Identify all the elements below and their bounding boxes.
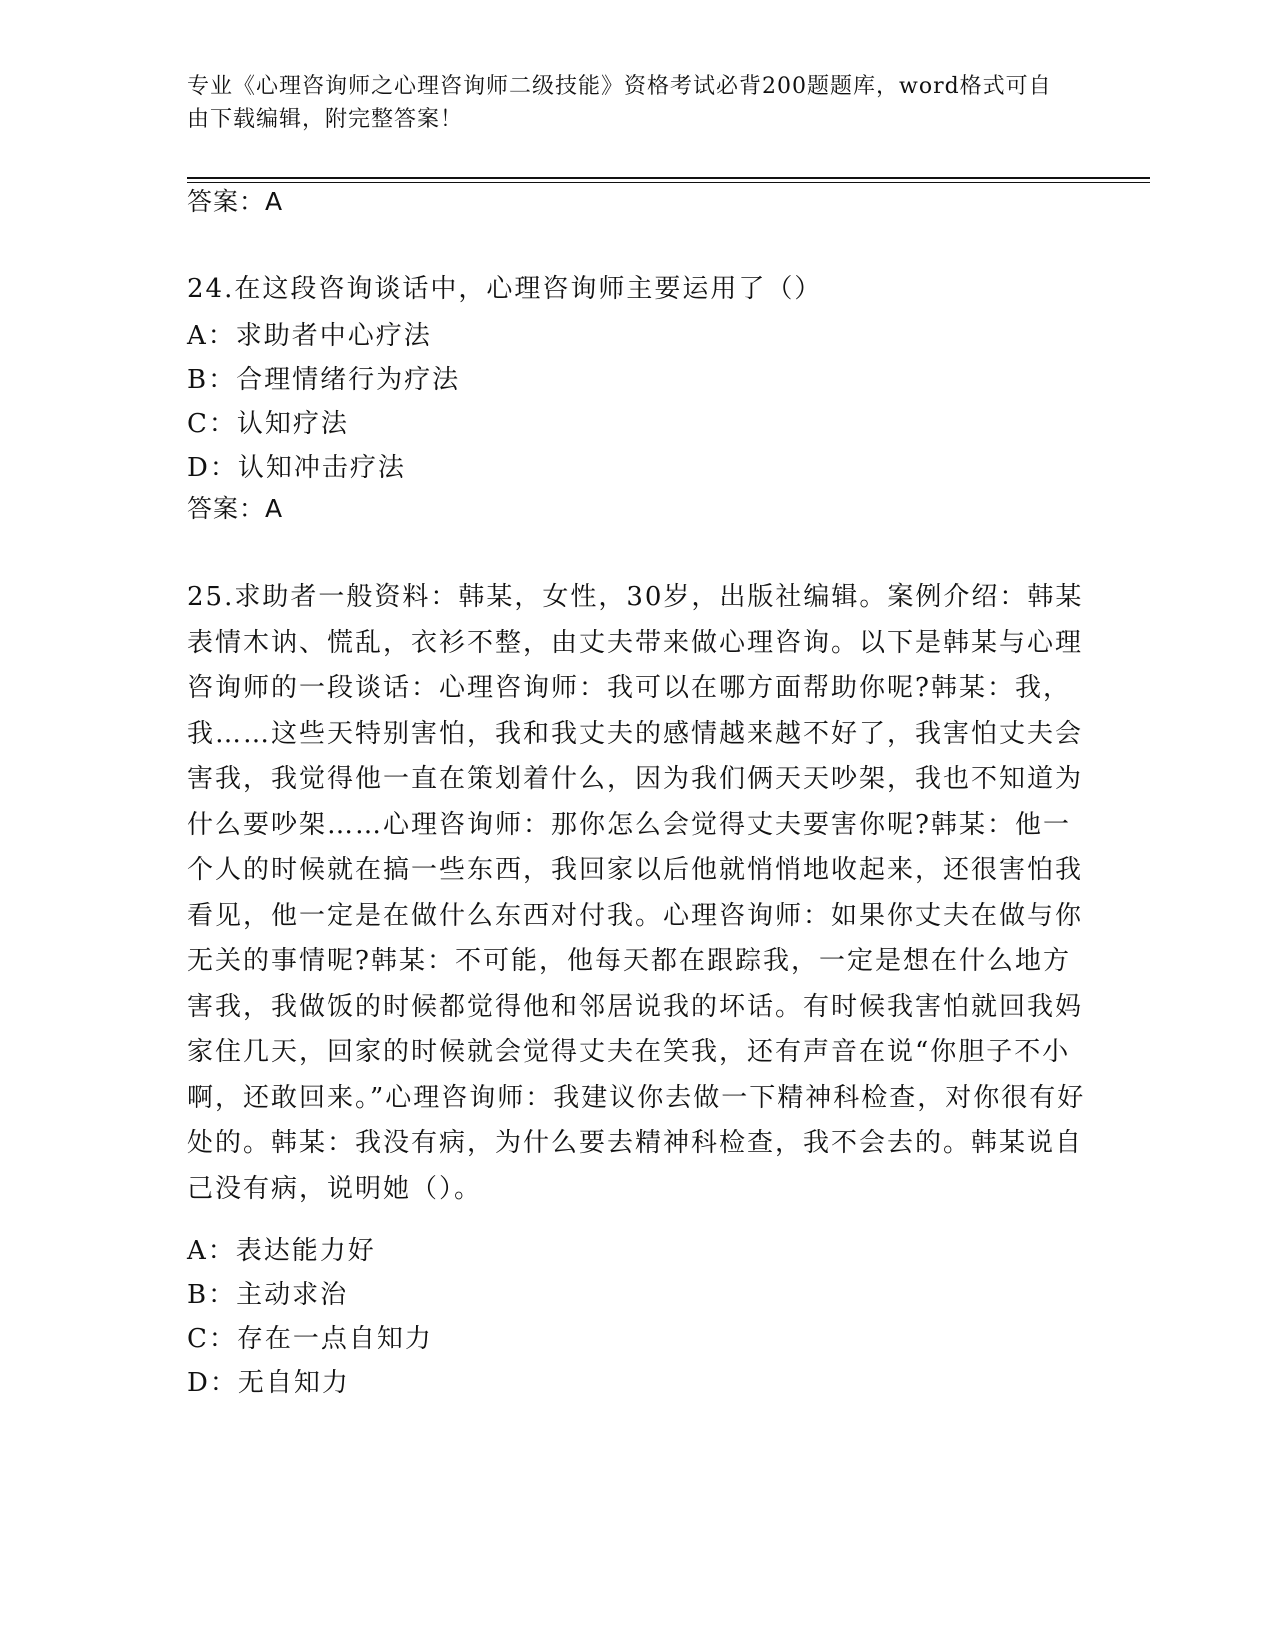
question-25-option-d: D：无自知力	[187, 1368, 350, 1398]
document-header: 专业《心理咨询师之心理咨询师二级技能》资格考试必背200题题库，word格式可自由下载编辑，附完整答案！	[187, 74, 1052, 132]
question-24-option-d: D：认知冲击疗法	[187, 453, 406, 483]
question-24-answer: 答案：A	[187, 494, 284, 523]
previous-answer: 答案：A	[187, 187, 284, 216]
header-divider-thin	[187, 182, 1150, 183]
question-25-option-c: C：存在一点自知力	[187, 1324, 433, 1354]
question-24-option-b: B：合理情绪行为疗法	[187, 365, 461, 395]
question-25-option-a: A：表达能力好	[187, 1236, 376, 1266]
question-24-option-c: C：认知疗法	[187, 409, 349, 439]
question-25-stem: 25.求助者一般资料：韩某，女性，30岁，出版社编辑。案例介绍：韩某表情木讷、慌乱，衣衫不整，由丈夫带来做心理咨询。以下是韩某与心理咨询师的一段谈话：心理咨询师：我可以在哪方面帮助你呢?韩某：我，我……这些天特别害怕，我和我丈夫的感情越来越不好了，我害怕丈夫会害我，我觉得他一直在策划着什么，因为我们俩天天吵架，我也不知道为什么要吵架……心理咨询师：那你怎么会觉得丈夫要害你呢?韩某：他一个人的时候就在搞一些东西，我回家以后他就悄悄地收起来，还很害怕我看见，他一定是在做什么东西对付我。心理咨询师：如果你丈夫在做与你无关的事情呢?韩某：不可能，他每天都在跟踪我，一定是想在什么地方害我，我做饭的时候都觉得他和邻居说我的坏话。有时候我害怕就回我妈家住几天，回家的时候就会觉得丈夫在笑我，还有声音在说“你胆子不小啊，还敢回来。”心理咨询师：我建议你去做一下精神科检查，对你很有好处的。韩某：我没有病，为什么要去精神科检查，我不会去的。韩某说自己没有病，说明她（）。	[187, 582, 1086, 1204]
question-25-option-b: B：主动求治	[187, 1280, 349, 1310]
header-divider	[187, 177, 1150, 179]
question-24-stem: 24.在这段咨询谈话中，心理咨询师主要运用了（）	[187, 274, 823, 304]
question-24-option-a: A：求助者中心疗法	[187, 321, 432, 351]
